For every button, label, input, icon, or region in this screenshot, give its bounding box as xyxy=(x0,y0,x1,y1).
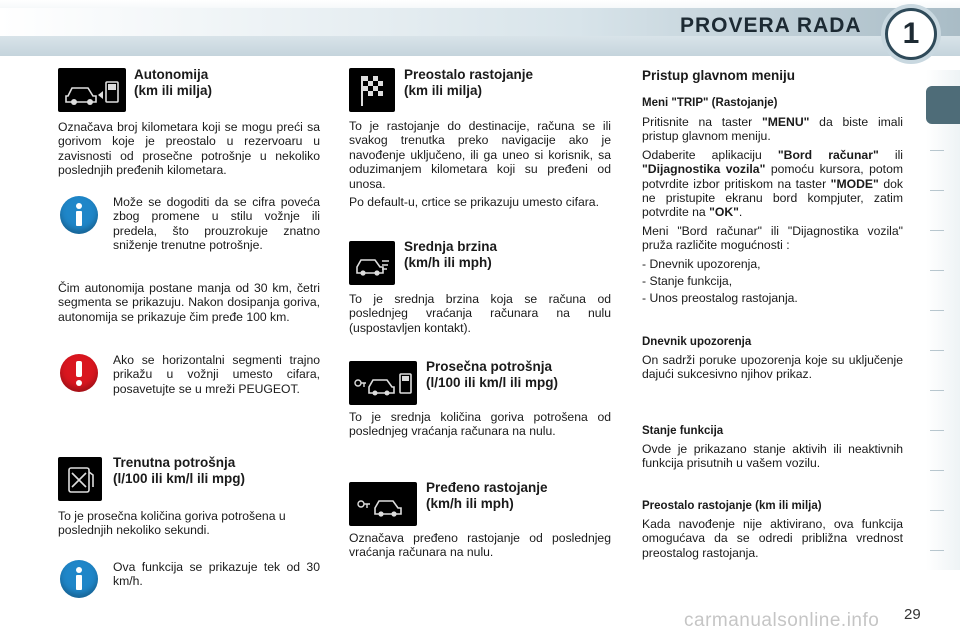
prosecna-title-line1: Prosečna potrošnja xyxy=(426,359,553,374)
ok-key-label: "OK" xyxy=(709,205,739,220)
list-item: - Dnevnik upozorenja, xyxy=(642,256,761,271)
text-run: dok ne pristupite ekranu bord kompjuter, zatim potvrdite na xyxy=(642,176,903,220)
list-item: - Stanje funkcija, xyxy=(642,274,733,289)
rail-mark xyxy=(930,150,944,151)
rail-mark xyxy=(930,430,944,431)
rail-mark xyxy=(930,550,944,551)
preostalo-title-line1: Preostalo rastojanje xyxy=(404,67,534,82)
autonomija-segments-text: Čim autonomija postane manja od 30 km, četri segmenta se prikazuju. Nakon dosipanja goriva, autonomija se prikazuje čim pređe 100 km. xyxy=(58,281,320,324)
rail-mark xyxy=(930,510,944,511)
dijagnostika-label: "Dijagnostika vozila" xyxy=(642,162,766,177)
dnevnik-heading: Dnevnik upozorenja xyxy=(642,336,752,348)
side-rail xyxy=(926,70,960,570)
srednja-text: To je srednja brzina koja se računa od poslednjeg vraćanja računara na nulu (uspostavljen kontakt). xyxy=(349,292,611,335)
trenutna-title xyxy=(113,455,245,487)
rail-mark xyxy=(930,190,944,191)
checkered-flag-icon xyxy=(349,68,395,112)
predeno-title-line1: Pređeno rastojanje xyxy=(426,480,548,495)
car-fuel-range-icon xyxy=(58,68,126,112)
predeno-title-line2: (km/h ili mph) xyxy=(426,496,514,511)
dnevnik-text: On sadrži poruke upozorenja koje su uključenje dajući sukcesivno njihov prikaz. xyxy=(642,353,903,382)
autonomija-text: Označava broj kilometara koji se mogu preći sa gorivom koje je preostalo u rezervoaru u zavisnosti od prosečne potrošnje u nekoliko poslednjih pređenih kilometara. xyxy=(58,120,320,178)
bord-racunar-label: "Bord računar" xyxy=(777,147,879,162)
stanje-text: Ovde je prikazano stanje aktivih ili neaktivnih funkcija prisutnih u vašem vozilu. xyxy=(642,442,903,471)
chapter-title: PROVERA RADA xyxy=(680,14,862,37)
distance-travelled-icon xyxy=(349,482,417,526)
rail-mark xyxy=(930,270,944,271)
list-item: - Unos preostalog rastojanja. xyxy=(642,291,798,306)
preostalo-unos-text: Kada navođenje nije aktivirano, ova funkcija omogućava da se odredi približna vrednost preostalog rastojanja. xyxy=(642,517,903,560)
info-icon xyxy=(60,196,98,234)
average-consumption-icon xyxy=(349,361,417,405)
autonomija-warning-text: Ako se horizontalni segmenti trajno prikažu u vožnji umesto cifara, posavetujte se u mreži PEUGEOT. xyxy=(113,353,320,396)
chapter-tab[interactable] xyxy=(926,86,960,124)
warning-icon xyxy=(60,354,98,392)
predeno-title xyxy=(426,480,548,512)
text-run: da biste imali pristup glavnom meniju. xyxy=(642,115,903,144)
rail-mark xyxy=(930,390,944,391)
autonomija-info-text: Može se dogoditi da se cifra poveća zbog promene u stilu vožnje ili predela, što prouzrokuje znatno sniženje trenutne potrošnje. xyxy=(113,195,320,253)
srednja-title xyxy=(404,239,497,271)
trenutna-text: To je prosečna količina goriva potrošena u poslednjih nekoliko sekundi. xyxy=(58,509,286,538)
rail-mark xyxy=(930,310,944,311)
trip-menu-heading: Meni "TRIP" (Rastojanje) xyxy=(642,97,778,109)
srednja-title-line1: Srednja brzina xyxy=(404,239,498,254)
text-run: Odaberite aplikaciju xyxy=(642,147,778,162)
fuel-consumption-icon xyxy=(58,457,102,501)
text-run: ili xyxy=(878,147,903,162)
autonomija-title-line1: Autonomija xyxy=(134,67,209,82)
rail-mark xyxy=(930,350,944,351)
preostalo-title xyxy=(404,67,533,99)
prosecna-text: To je srednja količina goriva potrošena od poslednjeg vraćanja računara na nulu. xyxy=(349,410,611,439)
srednja-title-line2: (km/h ili mph) xyxy=(404,255,492,270)
autonomija-title-line2: (km ili milja) xyxy=(134,83,213,98)
predeno-text: Označava pređeno rastojanje od poslednjeg vraćanja računara na nulu. xyxy=(349,531,611,560)
menu-options-intro: Meni "Bord računar" ili "Dijagnostika vozila" pruža različite mogućnosti : xyxy=(642,223,903,253)
main-menu-title: Pristup glavnom meniju xyxy=(642,68,796,83)
text-run: pomoću kursora, potom potvrdite izbor pritiskom na taster xyxy=(642,162,903,191)
rail-mark xyxy=(930,230,944,231)
trenutna-title-line1: Trenutna potrošnja xyxy=(113,455,236,470)
page-number: 29 xyxy=(904,606,921,623)
prosecna-title xyxy=(426,359,558,391)
watermark: carmanualsonline.info xyxy=(684,610,880,631)
rail-mark xyxy=(930,470,944,471)
trenutna-info-text: Ova funkcija se prikazuje tek od 30 km/h. xyxy=(113,560,320,589)
mode-key-label: "MODE" xyxy=(830,176,879,191)
info-icon xyxy=(60,560,98,598)
trenutna-title-line2: (l/100 ili km/l ili mpg) xyxy=(113,471,246,486)
stanje-heading: Stanje funkcija xyxy=(642,425,724,437)
autonomija-title xyxy=(134,67,212,99)
preostalo-unos-heading: Preostalo rastojanje (km ili milja) xyxy=(642,500,822,512)
text-run: Pritisnite na taster xyxy=(642,115,762,129)
select-application-paragraph xyxy=(642,148,903,220)
main-menu-text xyxy=(642,115,903,309)
prosecna-title-line2: (l/100 ili km/l ili mpg) xyxy=(426,375,559,390)
text-run: . xyxy=(738,205,743,220)
chapter-number-badge: 1 xyxy=(885,8,937,60)
preostalo-text xyxy=(349,119,611,213)
preostalo-title-line2: (km ili milja) xyxy=(404,83,483,98)
average-speed-icon xyxy=(349,241,395,285)
menu-options-list xyxy=(642,257,903,306)
menu-key-label: "MENU" xyxy=(761,115,810,129)
preostalo-default-paragraph: Po default-u, crtice se prikazuju umesto cifara. xyxy=(349,195,599,210)
preostalo-paragraph: To je rastojanje do destinacije, računa se ili svakog trenutka preko navigacije ako je navođenje uključeno, ili ga uneo si korisnik, sa oduzimanjem kilometara koji su pređeni od unosa. xyxy=(349,119,611,191)
menu-access-paragraph xyxy=(642,115,903,144)
